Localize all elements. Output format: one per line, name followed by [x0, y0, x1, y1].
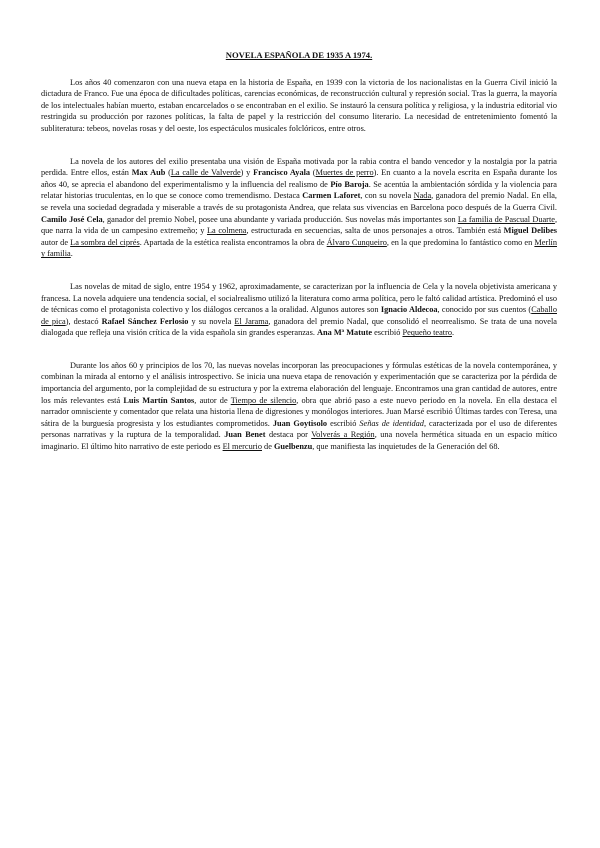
author-name: Miguel Delibes [503, 226, 557, 236]
work-title: Volverás a Región [311, 430, 375, 440]
work-title: La calle de Valverde [170, 168, 241, 178]
author-name: Ignacio Aldecoa [380, 305, 438, 315]
author-name: Carmen Laforet [302, 191, 361, 201]
work-title: La familia de Pascual Duarte [457, 214, 555, 224]
paragraph-forties-novel: La novela de los autores del exilio presentaba una visión de España motivada por la rabia contra el bando vencedor y la nostalgia por la patria perdida. Entre ellos, están Max Aub (La calle de Valverde) y Francisco Ayala (Muertes de perro). En cuanto a la novela escrita en España durante los años 40, se aprecia el abandono del experimentalismo y la influencia del realismo de Pío Baroja. Se acentúa la ambientación sórdida y la violencia para relatar historias truculentas, en lo que se conoce como tremendismo. Destaca Carmen Laforet, con su novela Nada, ganadora del premio Nadal. En ella, se revela una sociedad degradada y miserable a través de su protagonista Andrea, que relata sus vivencias en Barcelona poco después de la Guerra Civil. Camilo José Cela, ganador del premio Nobel, posee una abundante y variada producción. Sus novelas más importantes son La familia de Pascual Duarte, que narra la vida de un campesino extremeño; y La colmena, estructurada en secuencias, salta de unos personajes a otros. También está Miguel Delibes autor de La sombra del ciprés. Apartada de la estética realista encontramos la obra de Álvaro Cunqueiro, en la que predomina lo fantástico como en Merlín y familia. [41, 156, 558, 259]
work-title: El Jarama [234, 316, 269, 326]
author-name: Max Aub [131, 168, 166, 178]
author-name: Francisco Ayala [253, 168, 311, 178]
author-name: Rafael Sánchez Ferlosio [101, 316, 189, 326]
author-name: Pío Baroja [330, 179, 369, 189]
author-name: Ana Mª Matute [317, 328, 373, 338]
author-name: Luis Martín Santos [123, 395, 195, 405]
work-title: El mercurio [222, 442, 262, 452]
paragraph-postwar-context: Los años 40 comenzaron con una nueva etapa en la historia de España, en 1939 con la victoria de los nacionalistas en la Guerra Civil inició la dictadura de Franco. Fue una época de dificultades políticas, carencias económicas, de reconstrucción cultural y represión social. Tras la guerra, la mayoría de los intelectuales habían muerto, estaban encarcelados o se encontraban en el exilio. Se instauró la censura política y religiosa, y la industria editorial vio restringida su producción por razones políticas, la falta de papel y la restricción del consumo literario. La necesidad de entretenimiento fomentó la subliteratura: tebeos, novelas rosas y del oeste, los espectáculos musicales folclóricos, entre otros. [41, 77, 557, 133]
work-title: Álvaro Cunqueiro [326, 237, 387, 247]
author-name: Guelbenzu [273, 442, 313, 452]
work-title: La sombra del ciprés [70, 237, 140, 247]
paragraph-midcentury-novel: Las novelas de mitad de siglo, entre 1954 y 1962, aproximadamente, se caracterizan por la influencia de Cela y la novela objetivista americana y francesa. La novela adquiere una tendencia social, el socialrealismo utilizó la literatura como arma política, pero le faltó calidad artística. Predominó el uso de técnicas como el protagonista colectivo y los diálogos cercanos a la oralidad. Algunos autores son Ignacio Aldecoa, conocido por sus cuentos (Caballo de pica), destacó Rafael Sánchez Ferlosio y su novela El Jarama, ganadora del premio Nadal, que consolidó el neorrealismo. Se trata de una novela dialogada que refleja una visión crítica de la vida española sin grandes esperanzas. Ana Mª Matute escribió Pequeño teatro. [41, 281, 557, 338]
work-title: Señas de identidad [359, 418, 424, 428]
work-title: Caballo de pica [41, 305, 557, 326]
work-title: Tiempo de silencio [230, 395, 297, 405]
author-name: Juan Goytisolo [272, 418, 328, 428]
paragraph-sixties-novel: Durante los años 60 y principios de los 70, las nuevas novelas incorporan las preocupaciones y fórmulas estéticas de la novela contemporánea, y combinan la mirada al entorno y el análisis introspectivo. Se inicia una nueva etapa de renovación y experimentación que se caracteriza por la pérdida de importancia del argumento, por la complejidad de su estructura y por la extrema elaboración del lenguaje. Encontramos una gran cantidad de autores, entre los más relevantes está Luis Martín Santos, autor de Tiempo de silencio, obra que abrió paso a este nuevo periodo en la novela. En ella destaca el narrador omnisciente y comentador que relata una historia llena de digresiones y monólogos interiores. Juan Marsé escribió Últimas tardes con Teresa, una sátira de la burguesía progresista y los estudiantes comprometidos. Juan Goytisolo escribió Señas de identidad, caracterizada por el uso de diferentes personas narrativas y la ruptura de la temporalidad. Juan Benet destaca por Volverás a Región, una novela hermética situada en un espacio mítico imaginario. El último hito narrativo de este periodo es El mercurio de Guelbenzu, que manifiesta las inquietudes de la Generación del 68. [41, 360, 557, 452]
work-title: Pequeño teatro [402, 328, 452, 338]
author-name: Juan Benet [224, 430, 266, 440]
work-title: La colmena [206, 226, 247, 236]
work-title: Muertes de perro [315, 168, 374, 178]
document-title: NOVELA ESPAÑOLA DE 1935 A 1974. [225, 50, 373, 60]
document-page [41, 50, 557, 474]
work-title: Nada [413, 191, 432, 201]
author-name: Camilo José Cela [41, 214, 103, 224]
work-title: Merlín y familia [41, 237, 557, 259]
